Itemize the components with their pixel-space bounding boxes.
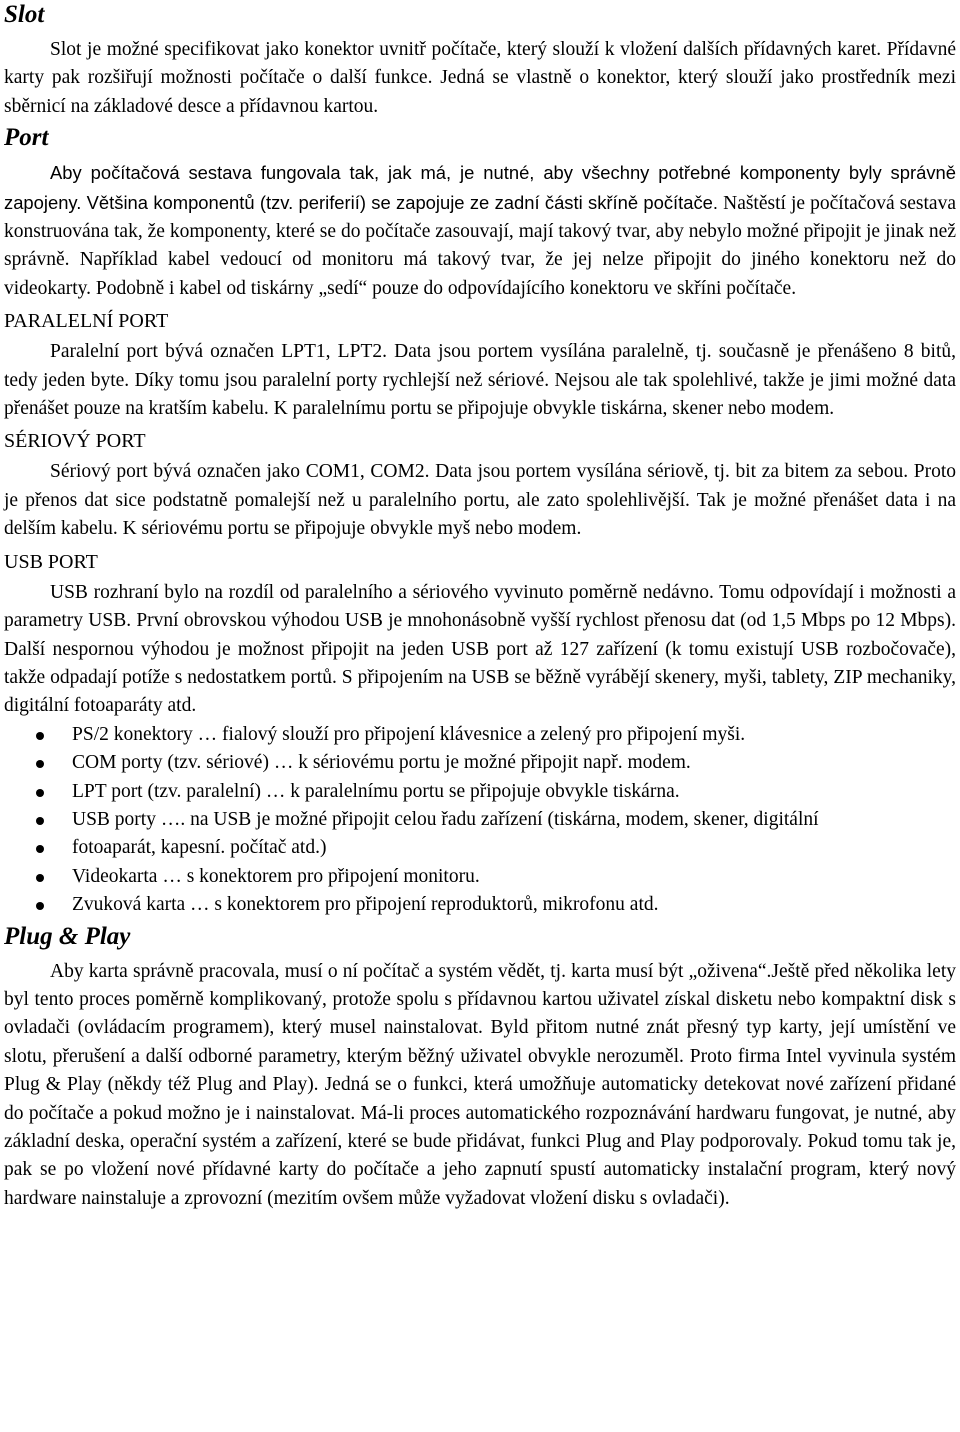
list-item: COM porty (tzv. sériové) … k sériovému portu je možné připojit např. modem. xyxy=(4,749,956,777)
connector-list xyxy=(4,721,956,920)
paragraph-port-serif: Naštěstí je počítačová sestava konstruována tak, že komponenty, které se do počítače zasouvají, mají takový tvar, aby nebylo možné připojit je jinak než správně. Například kabel vedoucí od monitoru má takový tvar, že jej nelze připojit do jiného konektoru než do videokarty. Podobně i kabel od tiskárny „sedí“ pouze do odpovídajícího konektoru ve skříni počítače. xyxy=(4,192,956,299)
paragraph-usb: USB rozhraní bylo na rozdíl od paralelního a sériového vyvinuto poměrně nedávno. Tomu odpovídají i možnosti a parametry USB. První obrovskou výhodou USB je mnohonásobně vyšší rychlost přenosu dat (od 1,5 Mbps po 12 Mbps). Další nespornou výhodou je možnost připojit na jeden USB port až 127 zařízení (k tomu existují USB rozbočovače), takže odpadají potíže s nedostatkem portů. S připojením na USB se běžně vyrábějí skenery, myši, tablety, ZIP mechaniky, digitální fotoaparáty atd. xyxy=(4,581,956,717)
heading-port: Port xyxy=(4,124,49,152)
paragraph-paralel: Paralelní port bývá označen LPT1, LPT2. Data jsou portem vysílána paralelně, tj. současně je přenášeno 8 bitů, tedy jeden byte. Díky tomu jsou paralelní porty rychlejší než sériové. Nejsou ale tak spolehlivé, takže je jimi možné data přenášet pouze na kratším kabelu. K paralelnímu portu se připojuje obvykle tiskárna, skener nebo modem. xyxy=(4,341,956,420)
paragraph-slot: Slot je možné specifikovat jako konektor uvnitř počítače, který slouží k vložení dalších přídavných karet. Přídavné karty pak rozšiřují možnosti počítače o další funkce. Jedná se vlastně o konektor, který slouží jako prostředník mezi sběrnicí na základové desce a přídavnou kartou. xyxy=(4,39,956,117)
paragraph-port-sans: Aby počítačová sestava fungovala tak, jak má, je nutné, aby všechny potřebné komponenty byly správně zapojeny. Většina komponentů (tzv. periferií) se zapojuje ze zadní části skříně počítače. xyxy=(4,162,956,213)
heading-plug-and-play: Plug & Play xyxy=(4,922,131,950)
heading-slot: Slot xyxy=(4,1,45,28)
list-item: fotoaparát, kapesní. počítač atd.) xyxy=(4,834,956,862)
heading-serial: SÉRIOVÝ PORT xyxy=(4,430,146,453)
list-item: Zvuková karta … s konektorem pro připojení reproduktorů, mikrofonu atd. xyxy=(4,891,956,919)
paragraph-plug-and-play: Aby karta správně pracovala, musí o ní počítač a systém vědět, tj. karta musí být „oživena“.Ještě před několika lety byl tento proces poměrně komplikovaný, protože spolu s přídavnou kartou uživatel získal disketu nebo kompaktní disk s ovladači (ovládacím programem), který musel nainstalovat. Byld přitom nutné znát přesný typ karty, její umístění ve slotu, přerušení a další odborné parametry, kterým běžný uživatel obvykle nerozuměl. Proto firma Intel vyvinula systém Plug & Play (někdy též Plug and Play). Jedná se o funkci, která umožňuje automaticky detekovat nové zařízení přidané do počítače a pokud možno je i nainstalovat. Má-li proces automatického rozpoznávání hardwaru fungovat, je nutné, aby základní deska, operační systém a zařízení, které se bude přidávat, funkci Plug and Play podporovaly. Pokud tomu tak je, pak se po vložení nové přídavné karty do počítače a jeho zapnutí spustí automaticky instalační program, který nový hardware nainstaluje a zprovozní (mezitím ovšem může vyžadovat vložení disku s ovladači). xyxy=(4,960,956,1209)
list-item: LPT port (tzv. paralelní) … k paralelnímu portu se připojuje obvykle tiskárna. xyxy=(4,778,956,806)
list-item: PS/2 konektory … fialový slouží pro připojení klávesnice a zelený pro připojení myši. xyxy=(4,721,956,749)
heading-paralel: PARALELNÍ PORT xyxy=(4,310,169,333)
paragraph-serial: Sériový port bývá označen jako COM1, COM2. Data jsou portem vysílána sériově, tj. bit za bitem za sebou. Proto je přenos dat sice podstatně pomalejší než u paralelního portu, ale zato spolehlivější. Tak je možné přenášet data i na delším kabelu. K sériovému portu se připojuje obvykle myš nebo modem. xyxy=(4,461,956,540)
list-item: USB porty …. na USB je možné připojit celou řadu zařízení (tiskárna, modem, skener, digitální xyxy=(4,806,956,834)
paragraph-port xyxy=(4,159,956,303)
list-item: Videokarta … s konektorem pro připojení monitoru. xyxy=(4,863,956,891)
heading-usb: USB PORT xyxy=(4,550,98,573)
